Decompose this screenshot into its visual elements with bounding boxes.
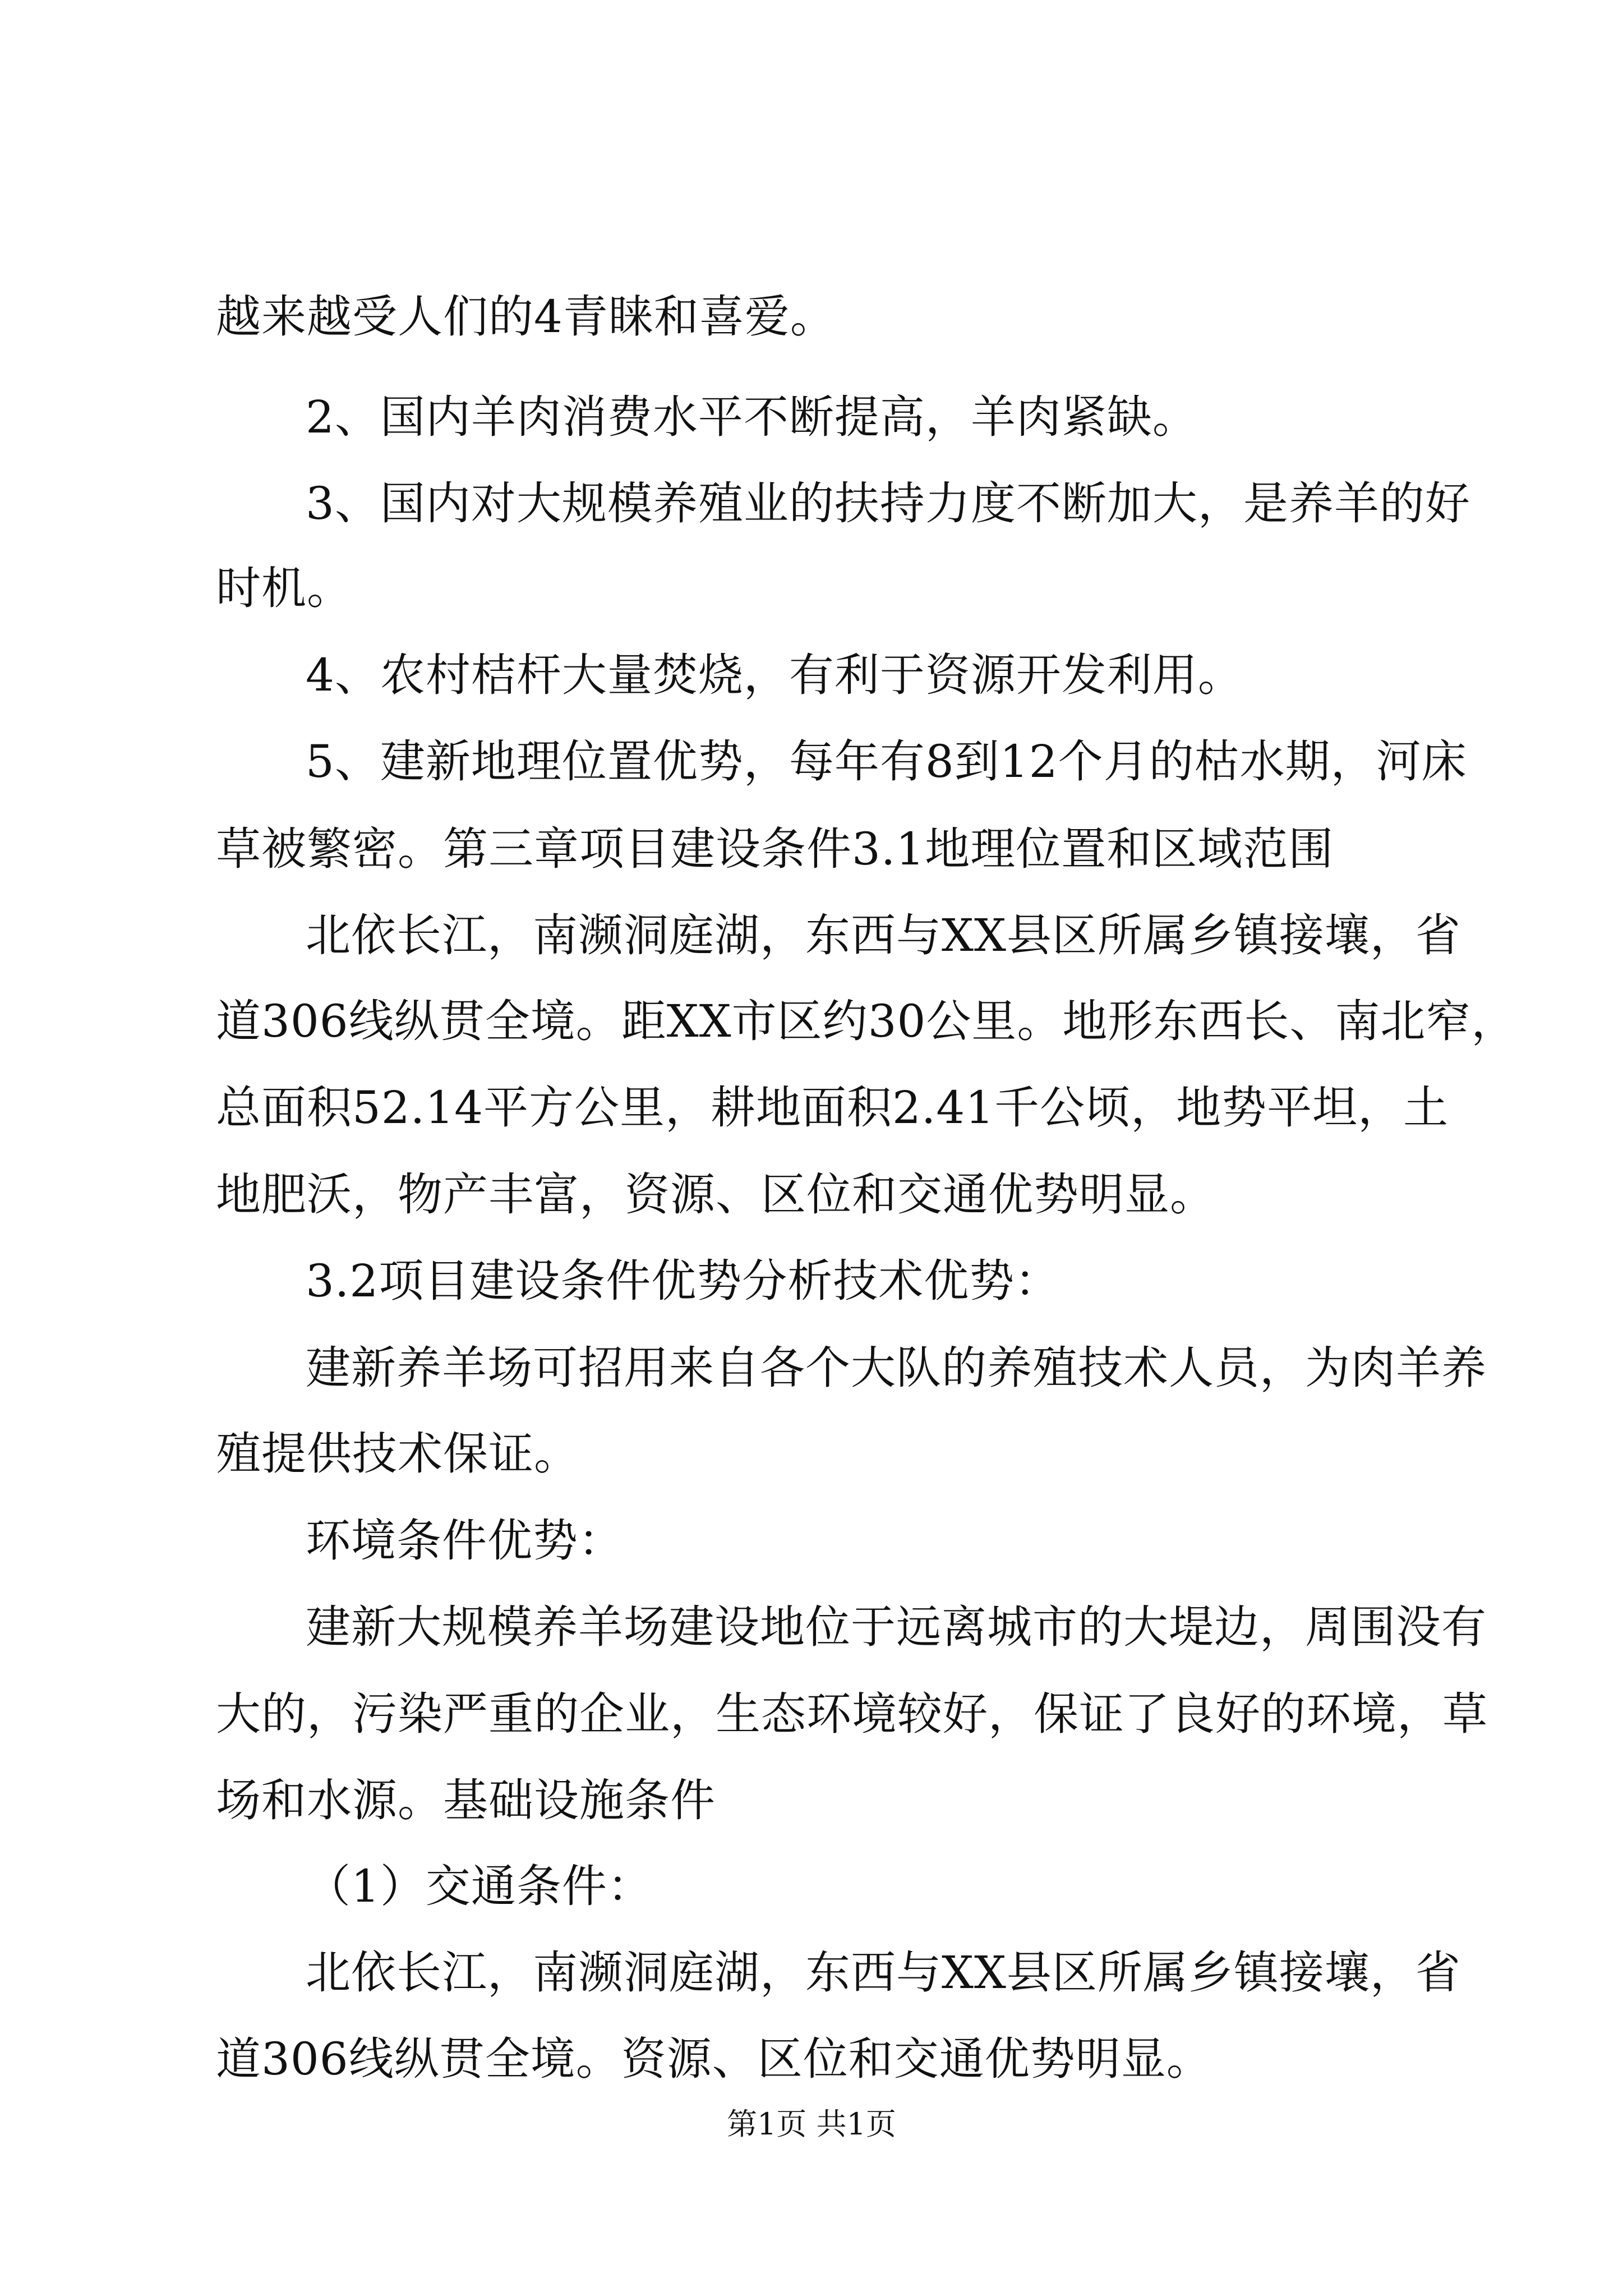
paragraph-line-12: 3.2项目建设条件优势分析技术优势： [306,1255,1061,1307]
paragraph-line-1: 越来越受人们的4青睐和喜爱。 [216,291,836,343]
paragraph-line-6: 5、建新地理位置优势，每年有8到12个月的枯水期，河床 [306,735,1467,788]
paragraph-line-2: 2、国内羊肉消费水平不断提高，羊肉紧缺。 [306,391,1198,443]
paragraph-line-19: （1）交通条件： [306,1860,653,1912]
paragraph-line-7: 草被繁密。第三章项目建设条件3.1地理位置和区域范围 [216,823,1334,875]
paragraph-line-4: 时机。 [216,562,352,614]
paragraph-line-20: 北依长江，南濒洞庭湖，东西与XX县区所属乡镇接壤，省 [306,1947,1461,1999]
paragraph-line-17: 大的，污染严重的企业，生态环境较好，保证了良好的环境，草 [216,1688,1488,1740]
paragraph-line-16: 建新大规模养羊场建设地位于远离城市的大堤边，周围没有 [306,1601,1487,1653]
paragraph-line-11: 地肥沃，物产丰富，资源、区位和交通优势明显。 [216,1168,1215,1221]
paragraph-line-21: 道306线纵贯全境。资源、区位和交通优势明显。 [216,2033,1212,2085]
paragraph-line-9: 道306线纵贯全境。距XX市区约30公里。地形东西长、南北窄， [216,995,1517,1047]
paragraph-line-14: 殖提供技术保证。 [216,1428,579,1480]
paragraph-line-13: 建新养羊场可招用来自各个大队的养殖技术人员，为肉羊养 [306,1342,1487,1394]
paragraph-line-8: 北依长江，南濒洞庭湖，东西与XX县区所属乡镇接壤，省 [306,909,1461,961]
paragraph-line-18: 场和水源。基础设施条件 [216,1774,716,1826]
paragraph-line-15: 环境条件优势： [306,1515,624,1567]
paragraph-line-5: 4、农村桔杆大量焚烧，有利于资源开发利用。 [306,649,1243,701]
paragraph-line-10: 总面积52.14平方公里，耕地面积2.41千公顷，地势平坦，土 [216,1082,1449,1134]
paragraph-line-3: 3、国内对大规模养殖业的扶持力度不断加大，是养羊的好 [306,477,1470,530]
page-footer: 第1页 共1页 [727,2106,896,2142]
